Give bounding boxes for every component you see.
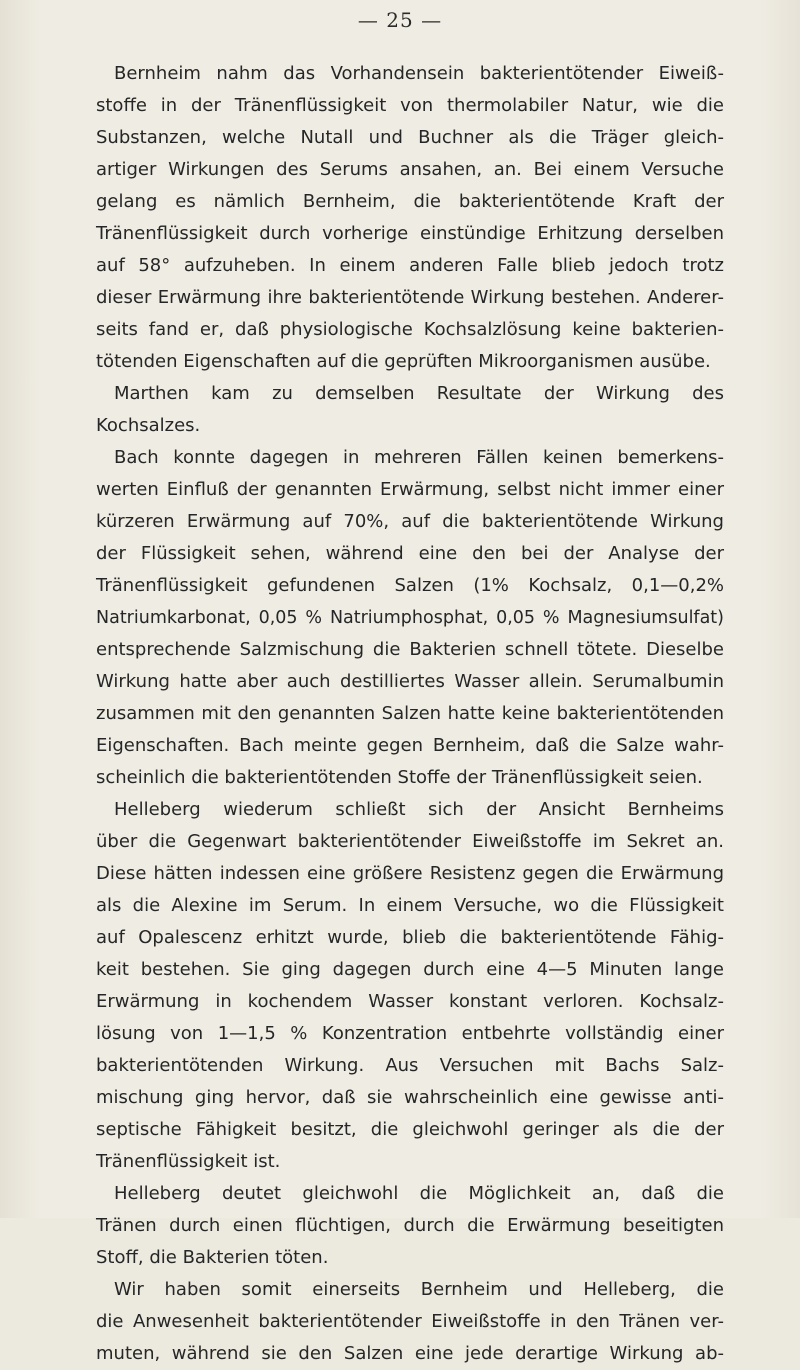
text-line: Natriumkarbonat, 0,05 % Natriumphosphat, 0,05 % Magnesiumsulfat) [96,608,724,628]
text-line: Tränenflüssigkeit ist. [96,1151,281,1172]
text-line: kürzeren Erwärmung auf 70%, auf die bakterientötende Wirkung [96,511,724,532]
body-text [96,58,724,1370]
text-line: Diese hätten indessen eine größere Resistenz gegen die Erwärmung [96,863,724,884]
text-line: artiger Wirkungen des Serums ansahen, an. Bei einem Versuche [96,159,724,180]
text-line: die Anwesenheit bakterientötender Eiweißstoffe in den Tränen ver- [96,1311,724,1332]
text-line: Wir haben somit einerseits Bernheim und Helleberg, die [114,1279,724,1300]
text-line: Helleberg wiederum schließt sich der Ansicht Bernheims [114,799,724,820]
text-line: Marthen kam zu demselben Resultate der Wirkung des [114,383,724,404]
text-line: bakterientötenden Wirkung. Aus Versuchen mit Bachs Salz- [96,1055,724,1076]
text-line: Eigenschaften. Bach meinte gegen Bernheim, daß die Salze wahr- [96,735,724,756]
text-line: Tränen durch einen flüchtigen, durch die Erwärmung beseitigten [96,1215,724,1236]
text-line: Tränenflüssigkeit gefundenen Salzen (1% Kochsalz, 0,1—0,2% [96,575,724,596]
text-line: scheinlich die bakterientötenden Stoffe der Tränenflüssigkeit seien. [96,767,703,788]
text-line: Tränenflüssigkeit durch vorherige einstündige Erhitzung derselben [96,223,724,244]
text-line: werten Einfluß der genannten Erwärmung, selbst nicht immer einer [96,479,724,500]
text-line: auf 58° aufzuheben. In einem anderen Falle blieb jedoch trotz [96,255,724,276]
page-number: — 25 — [357,8,443,32]
text-line: Kochsalzes. [96,415,201,436]
text-line: septische Fähigkeit besitzt, die gleichwohl geringer als die der [96,1119,724,1140]
text-line: über die Gegenwart bakterientötender Eiweißstoffe im Sekret an. [96,831,724,852]
text-line: Substanzen, welche Nutall und Buchner als die Träger gleich- [96,127,724,148]
text-line: tötenden Eigenschaften auf die geprüften Mikroorganismen ausübe. [96,351,711,372]
text-line: als die Alexine im Serum. In einem Versuche, wo die Flüssigkeit [96,895,724,916]
text-line: seits fand er, daß physiologische Kochsalzlösung keine bakterien- [96,319,724,340]
text-line: mischung ging hervor, daß sie wahrscheinlich eine gewisse anti- [96,1087,724,1108]
text-line: dieser Erwärmung ihre bakterientötende Wirkung bestehen. Anderer- [96,287,724,308]
text-line: gelang es nämlich Bernheim, die bakterientötende Kraft der [96,191,724,212]
text-line: entsprechende Salzmischung die Bakterien schnell tötete. Dieselbe [96,639,724,660]
text-line: stoffe in der Tränenflüssigkeit von thermolabiler Natur, wie die [96,95,724,116]
text-line: zusammen mit den genannten Salzen hatte keine bakterientötenden [96,703,724,724]
text-line: Bach konnte dagegen in mehreren Fällen keinen bemerkens- [114,447,724,468]
text-line: auf Opalescenz erhitzt wurde, blieb die bakterientötende Fähig- [96,927,724,948]
text-line: muten, während sie den Salzen eine jede derartige Wirkung ab- [96,1343,724,1364]
text-line: der Flüssigkeit sehen, während eine den bei der Analyse der [96,543,724,564]
text-line: keit bestehen. Sie ging dagegen durch eine 4—5 Minuten lange [96,959,724,980]
text-line: Helleberg deutet gleichwohl die Möglichkeit an, daß die [114,1183,724,1204]
text-line: Stoff, die Bakterien töten. [96,1247,329,1268]
text-line: Erwärmung in kochendem Wasser konstant verloren. Kochsalz- [96,991,724,1012]
text-line: lösung von 1—1,5 % Konzentration entbehrte vollständig einer [96,1023,724,1044]
text-line: Wirkung hatte aber auch destilliertes Wasser allein. Serumalbumin [96,671,724,692]
text-line: Bernheim nahm das Vorhandensein bakterientötender Eiweiß- [114,63,724,84]
